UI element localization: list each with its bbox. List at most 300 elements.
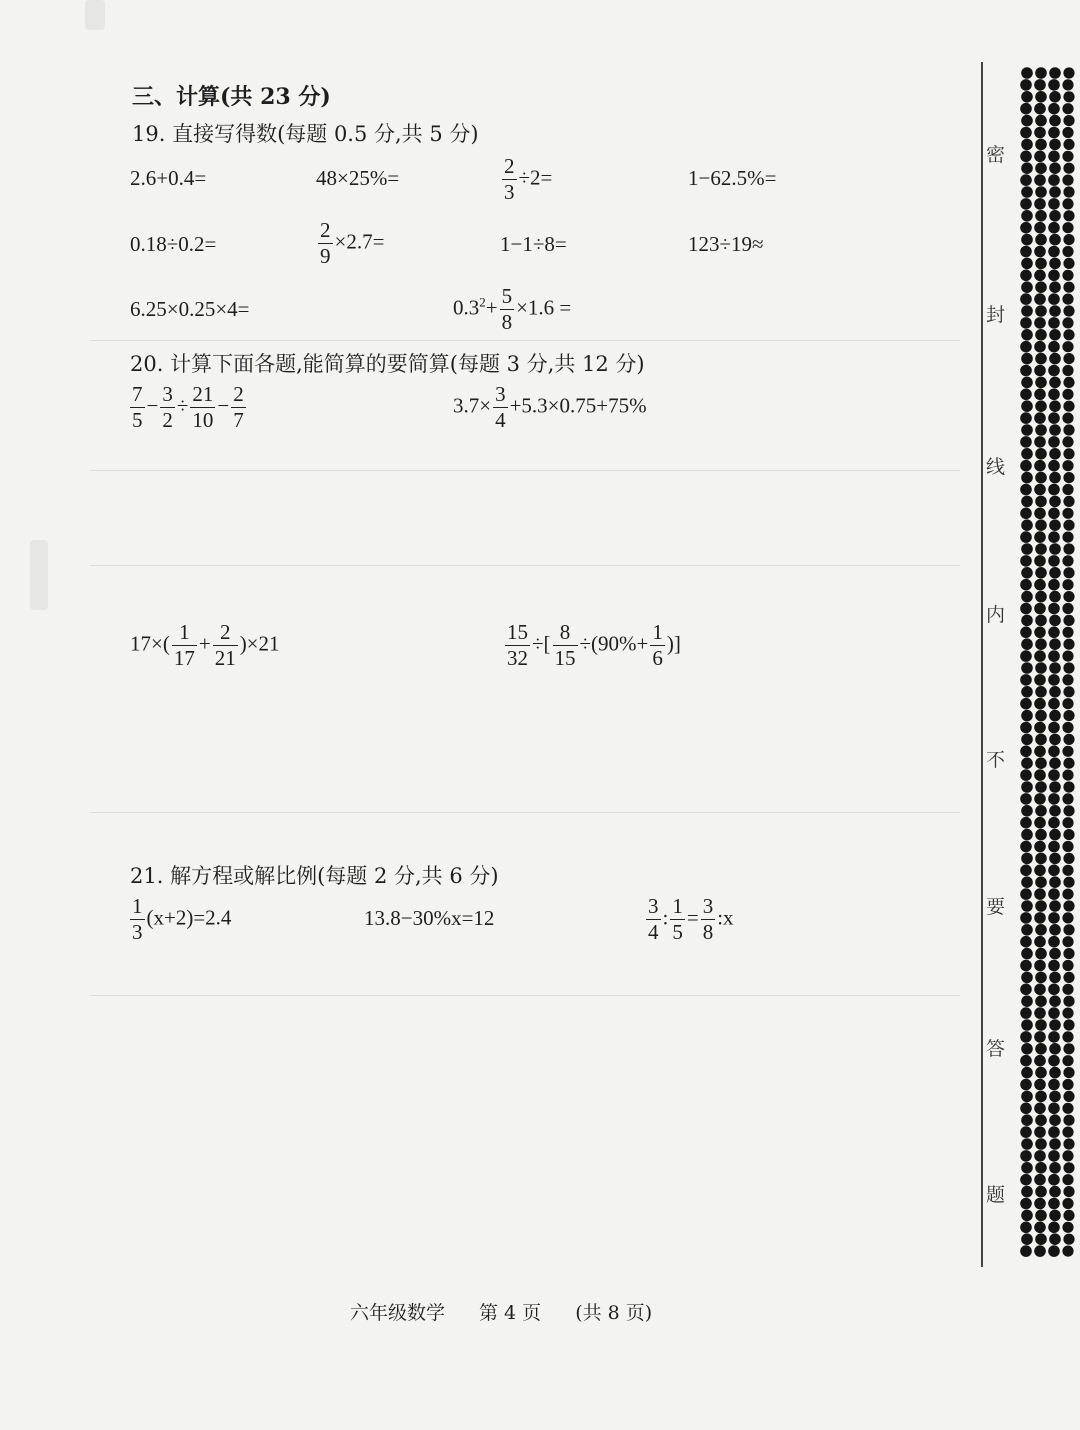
binding-dot <box>1035 710 1047 722</box>
binding-dot <box>1049 1233 1061 1245</box>
binding-dot <box>1020 1150 1032 1162</box>
binding-dot <box>1021 139 1033 151</box>
binding-dot <box>1034 436 1046 448</box>
binding-dot <box>1020 1245 1032 1257</box>
binding-dot <box>1034 103 1046 115</box>
bleed-through-line <box>90 565 960 566</box>
binding-dot <box>1063 900 1074 911</box>
q19-item-10: $0.3^2+$ $\frac{5}{8}$ ×1.6 = <box>453 284 572 334</box>
binding-dot <box>1048 555 1060 567</box>
section-title: 三、计算(共 23 分) <box>132 84 331 110</box>
binding-dot <box>1021 1186 1033 1198</box>
binding-dot <box>1034 151 1046 163</box>
binding-dot <box>1049 686 1061 698</box>
binding-dot <box>1063 448 1074 459</box>
binding-dot <box>1020 579 1032 591</box>
binding-dot <box>1034 984 1046 996</box>
q19-item-6: $\frac{2}{9}$ ×2.7= <box>320 218 385 268</box>
binding-dot <box>1034 1126 1046 1138</box>
binding-dot <box>1034 1222 1046 1234</box>
binding-dot <box>1048 1222 1060 1234</box>
binding-dot <box>1062 317 1073 328</box>
binding-dot <box>1020 198 1032 210</box>
binding-dot <box>1062 1031 1073 1042</box>
binding-dot <box>1034 389 1046 401</box>
binding-dot <box>1048 174 1060 186</box>
binding-dot <box>1049 472 1061 484</box>
binding-dot <box>1062 294 1073 305</box>
binding-dot <box>1049 1067 1061 1079</box>
binding-dot <box>1021 567 1033 579</box>
binding-dot <box>1034 317 1046 329</box>
binding-dot <box>1020 508 1032 520</box>
binding-dot <box>1021 67 1033 79</box>
binding-dot <box>1020 769 1032 781</box>
binding-dot <box>1063 1162 1074 1173</box>
page-footer <box>350 1298 652 1325</box>
binding-dot <box>1048 674 1060 686</box>
binding-dot <box>1035 1233 1047 1245</box>
binding-dot <box>1048 888 1060 900</box>
binding-dot <box>1020 1055 1032 1067</box>
binding-dot <box>1020 1222 1032 1234</box>
binding-dot <box>1035 781 1047 793</box>
binding-dot <box>1035 615 1047 627</box>
binding-dot <box>1048 365 1060 377</box>
binding-dot <box>1049 448 1061 460</box>
binding-dot <box>1020 341 1032 353</box>
binding-dot <box>1062 413 1073 424</box>
binding-dot <box>1035 115 1047 127</box>
binding-dot <box>1049 543 1061 555</box>
q19-item-5: 0.18÷0.2= <box>130 232 217 256</box>
bleed-through-line <box>90 812 960 813</box>
binding-dot <box>1049 377 1061 389</box>
binding-dot <box>1020 127 1032 139</box>
binding-dot <box>1049 662 1061 674</box>
binding-dot <box>1048 246 1060 258</box>
binding-dot <box>1020 365 1032 377</box>
binding-dot <box>1021 400 1033 412</box>
question-21-title: 21. 解方程或解比例(每题 2 分,共 6 分) <box>130 864 499 888</box>
binding-dot <box>1049 258 1061 270</box>
binding-dot <box>1021 1067 1033 1079</box>
binding-dot <box>1020 412 1032 424</box>
binding-dot <box>1034 555 1046 567</box>
binding-dot <box>1034 531 1046 543</box>
binding-dot <box>1034 222 1046 234</box>
binding-dot <box>1020 888 1032 900</box>
q20-expression-3: 17×( $\frac{1}{17}$ + $\frac{2}{21}$ )×21 <box>130 620 280 670</box>
binding-dot <box>1035 638 1047 650</box>
q19-item-4: 1−62.5%= <box>688 166 777 190</box>
binding-dot <box>1063 282 1074 293</box>
binding-dot <box>1063 496 1074 507</box>
binding-dot <box>1049 972 1061 984</box>
binding-dot <box>1020 1126 1032 1138</box>
binding-dot <box>1063 924 1074 935</box>
fraction: $\frac{1}{5}$ <box>672 894 683 944</box>
q19-item-8: 123÷19≈ <box>688 232 764 256</box>
binding-dot <box>1035 805 1047 817</box>
binding-dot <box>1020 1079 1032 1091</box>
binding-dot <box>1035 734 1047 746</box>
binding-dot <box>1021 1019 1033 1031</box>
binding-dot <box>1021 781 1033 793</box>
binding-dot <box>1062 365 1073 376</box>
binding-dot <box>1021 1043 1033 1055</box>
binding-dot <box>1021 662 1033 674</box>
binding-dot <box>1021 1114 1033 1126</box>
fraction: $\frac{1}{3}$ <box>132 894 143 944</box>
binding-dot <box>1062 936 1073 947</box>
binding-dot <box>1048 960 1060 972</box>
binding-dot <box>1034 270 1046 282</box>
binding-dot <box>1049 519 1061 531</box>
binding-dot <box>1034 484 1046 496</box>
binding-dot <box>1063 1234 1074 1245</box>
binding-dot <box>1063 972 1074 983</box>
question-20-title: 20. 计算下面各题,能简算的要简算(每题 3 分,共 12 分) <box>130 352 645 376</box>
fraction: $\frac{7}{5}$ <box>132 382 143 432</box>
binding-dot <box>1034 1174 1046 1186</box>
binding-dot <box>1062 1103 1073 1114</box>
binding-dot <box>1048 1055 1060 1067</box>
binding-dot <box>1049 1043 1061 1055</box>
binding-dot <box>1020 1007 1032 1019</box>
binding-dot <box>1035 91 1047 103</box>
binding-dot <box>1063 210 1074 221</box>
binding-dot <box>1021 329 1033 341</box>
binding-dot <box>1048 1245 1060 1257</box>
binding-dot <box>1063 543 1074 554</box>
binding-dot <box>1034 746 1046 758</box>
bleed-through-line <box>90 995 960 996</box>
binding-dot <box>1020 103 1032 115</box>
binding-dot <box>1021 162 1033 174</box>
binding-dot <box>1063 139 1074 150</box>
binding-dot <box>1049 757 1061 769</box>
binding-dot <box>1034 1007 1046 1019</box>
binding-dot <box>1020 603 1032 615</box>
binding-dot <box>1021 1233 1033 1245</box>
binding-dot <box>1034 841 1046 853</box>
binding-dot <box>1063 163 1074 174</box>
binding-dot <box>1049 995 1061 1007</box>
fraction: $\frac{8}{15}$ <box>554 620 576 670</box>
binding-dot <box>1063 1138 1074 1149</box>
binding-dot <box>1049 139 1061 151</box>
binding-dot <box>1035 424 1047 436</box>
binding-dot <box>1063 662 1074 673</box>
binding-dot <box>1063 877 1074 888</box>
binding-dot <box>1020 317 1032 329</box>
binding-dot <box>1048 698 1060 710</box>
binding-dot <box>1063 829 1074 840</box>
binding-dot <box>1035 853 1047 865</box>
binding-dot <box>1021 186 1033 198</box>
binding-dot <box>1034 817 1046 829</box>
binding-dot <box>1063 615 1074 626</box>
q20-expression-1: $\frac{7}{5}$ − $\frac{3}{2}$ ÷ $\frac{21}{10}$ − $\frac{2}{7}$ <box>132 382 244 432</box>
binding-dot <box>1034 603 1046 615</box>
binding-dot <box>1021 353 1033 365</box>
binding-dot <box>1048 1007 1060 1019</box>
binding-dot <box>1048 79 1060 91</box>
binding-dot <box>1063 329 1074 340</box>
binding-dot <box>1063 853 1074 864</box>
binding-dot <box>1062 674 1073 685</box>
footer-subject: 六年级数学 <box>350 1302 446 1324</box>
binding-dot <box>1020 460 1032 472</box>
binding-dot <box>1035 1043 1047 1055</box>
binding-dot <box>1062 1174 1073 1185</box>
binding-dot <box>1062 889 1073 900</box>
binding-dot <box>1021 543 1033 555</box>
binding-dot <box>1062 841 1073 852</box>
q19-item-7: 1−1÷8= <box>500 232 567 256</box>
binding-dot <box>1021 496 1033 508</box>
binding-dot <box>1049 924 1061 936</box>
binding-dot <box>1062 722 1073 733</box>
binding-char: 要 <box>986 896 1006 918</box>
fraction: $\frac{1}{17}$ <box>173 620 195 670</box>
binding-dot <box>1049 162 1061 174</box>
binding-dot <box>1063 377 1074 388</box>
binding-dot <box>1020 531 1032 543</box>
binding-dot <box>1048 1126 1060 1138</box>
binding-dot <box>1048 603 1060 615</box>
binding-dot <box>1020 555 1032 567</box>
binding-dot <box>1048 341 1060 353</box>
binding-dot <box>1020 627 1032 639</box>
binding-dot <box>1020 746 1032 758</box>
binding-dot <box>1062 460 1073 471</box>
binding-dot <box>1063 805 1074 816</box>
binding-dot <box>1035 972 1047 984</box>
binding-dot <box>1021 115 1033 127</box>
binding-dot <box>1021 448 1033 460</box>
q19-item-2: 48×25%= <box>316 166 400 190</box>
binding-dot <box>1063 424 1074 435</box>
binding-dot <box>1063 686 1074 697</box>
binding-dot <box>1063 258 1074 269</box>
binding-dot <box>1049 281 1061 293</box>
binding-dot <box>1062 175 1073 186</box>
binding-dot <box>1034 769 1046 781</box>
binding-dot <box>1021 638 1033 650</box>
binding-dot <box>1020 1031 1032 1043</box>
binding-dot <box>1049 329 1061 341</box>
binding-dot <box>1062 960 1073 971</box>
binding-dot <box>1035 948 1047 960</box>
binding-dot <box>1035 900 1047 912</box>
binding-dot <box>1049 186 1061 198</box>
binding-dot <box>1062 127 1073 138</box>
binding-dot <box>1048 317 1060 329</box>
binding-char: 不 <box>986 749 1006 771</box>
binding-dot <box>1062 484 1073 495</box>
q21-equation-2: 13.8−30%x=12 <box>364 906 495 930</box>
fraction: $\frac{2}{7}$ <box>233 382 244 432</box>
binding-dot <box>1021 1210 1033 1222</box>
binding-dot <box>1035 67 1047 79</box>
binding-dot <box>1021 377 1033 389</box>
binding-dot <box>1063 591 1074 602</box>
binding-dot <box>1020 1103 1032 1115</box>
binding-dot <box>1049 353 1061 365</box>
binding-dot <box>1034 79 1046 91</box>
binding-dot <box>1034 1079 1046 1091</box>
binding-dot <box>1035 591 1047 603</box>
binding-dot <box>1021 710 1033 722</box>
binding-dot <box>1034 650 1046 662</box>
binding-dot <box>1048 508 1060 520</box>
binding-dot <box>1035 1091 1047 1103</box>
binding-dot <box>1048 1079 1060 1091</box>
binding-dot <box>1034 127 1046 139</box>
binding-dot <box>1063 758 1074 769</box>
binding-dot <box>1048 769 1060 781</box>
fraction: $\frac{15}{32}$ <box>507 620 528 670</box>
binding-dot <box>1020 865 1032 877</box>
binding-dot <box>1062 1055 1073 1066</box>
binding-dot <box>1063 115 1074 126</box>
q19-item-1: 2.6+0.4= <box>130 166 207 190</box>
binding-dot <box>1021 591 1033 603</box>
binding-dot <box>1034 246 1046 258</box>
binding-dot <box>1063 353 1074 364</box>
binding-dot <box>1062 984 1073 995</box>
binding-dot <box>1048 151 1060 163</box>
binding-dot <box>1034 627 1046 639</box>
binding-dot <box>1063 91 1074 102</box>
binding-dot <box>1035 472 1047 484</box>
binding-dot <box>1049 710 1061 722</box>
binding-dot <box>1062 1079 1073 1090</box>
binding-dot <box>1020 389 1032 401</box>
binding-dot <box>1063 305 1074 316</box>
binding-dot <box>1048 127 1060 139</box>
binding-dot <box>1020 1198 1032 1210</box>
binding-dot <box>1062 1222 1073 1233</box>
binding-dot <box>1048 627 1060 639</box>
binding-dot <box>1020 293 1032 305</box>
binding-dot <box>1020 270 1032 282</box>
binding-dot <box>1020 1174 1032 1186</box>
binding-dot <box>1034 293 1046 305</box>
binding-dot <box>1035 448 1047 460</box>
binding-dot <box>1035 210 1047 222</box>
binding-dot <box>1049 234 1061 246</box>
binding-dot <box>1049 305 1061 317</box>
binding-dot <box>1063 710 1074 721</box>
binding-dot <box>1063 1186 1074 1197</box>
binding-dot <box>1062 627 1073 638</box>
binding-dot <box>1048 793 1060 805</box>
binding-dot <box>1035 329 1047 341</box>
binding-dot <box>1021 734 1033 746</box>
binding-dot <box>1021 615 1033 627</box>
binding-dot <box>1021 995 1033 1007</box>
binding-dot <box>1021 424 1033 436</box>
binding-dot <box>1035 995 1047 1007</box>
fraction: $\frac{3}{4}$ <box>648 894 659 944</box>
binding-dot <box>1035 1186 1047 1198</box>
binding-dot <box>1034 1103 1046 1115</box>
binding-dot <box>1020 936 1032 948</box>
fraction: $\frac{3}{2}$ <box>162 382 173 432</box>
binding-dot <box>1035 662 1047 674</box>
binding-dot <box>1049 115 1061 127</box>
fraction: $\frac{3}{4}$ <box>495 382 506 432</box>
binding-dot <box>1034 341 1046 353</box>
binding-dot <box>1020 841 1032 853</box>
binding-dot <box>1020 722 1032 734</box>
binding-dot <box>1062 436 1073 447</box>
binding-dot <box>1063 781 1074 792</box>
binding-dot <box>1048 1150 1060 1162</box>
binding-dot <box>1048 912 1060 924</box>
binding-dot <box>1034 1245 1046 1257</box>
binding-dot <box>1035 400 1047 412</box>
binding-dot <box>1034 936 1046 948</box>
binding-dot <box>1062 793 1073 804</box>
binding-dot <box>1035 162 1047 174</box>
footer-total-pages: (共 8 页) <box>575 1302 653 1324</box>
binding-dot <box>1034 508 1046 520</box>
binding-dot <box>1035 1162 1047 1174</box>
binding-dot <box>1048 817 1060 829</box>
binding-dot <box>1063 1091 1074 1102</box>
binding-dot <box>1035 1019 1047 1031</box>
binding-dot <box>1063 1210 1074 1221</box>
binding-dot <box>1020 436 1032 448</box>
footer-page-number: 第 4 页 <box>479 1302 542 1324</box>
binding-dot <box>1020 650 1032 662</box>
binding-dot <box>1048 436 1060 448</box>
binding-dot <box>1034 888 1046 900</box>
binding-dot <box>1034 960 1046 972</box>
binding-dot <box>1062 698 1073 709</box>
binding-char: 封 <box>986 304 1006 326</box>
binding-dot <box>1021 876 1033 888</box>
binding-dot <box>1021 210 1033 222</box>
binding-dot <box>1035 139 1047 151</box>
binding-dot <box>1035 924 1047 936</box>
binding-dot <box>1020 222 1032 234</box>
binding-dot <box>1062 555 1073 566</box>
binding-dot <box>1062 532 1073 543</box>
binding-dot <box>1021 91 1033 103</box>
binding-dot <box>1020 79 1032 91</box>
binding-dot <box>1020 817 1032 829</box>
binding-dot <box>1063 67 1074 78</box>
binding-dot <box>1048 222 1060 234</box>
binding-dot <box>1062 222 1073 233</box>
binding-dot <box>1035 353 1047 365</box>
binding-dot <box>1062 651 1073 662</box>
binding-dot <box>1062 389 1073 400</box>
binding-dot <box>1062 151 1073 162</box>
binding-dot <box>1020 484 1032 496</box>
binding-dot <box>1035 757 1047 769</box>
binding-dot <box>1035 496 1047 508</box>
binding-dot <box>1049 1162 1061 1174</box>
binding-dot <box>1021 686 1033 698</box>
binding-dot <box>1049 829 1061 841</box>
binding-dot <box>1020 698 1032 710</box>
